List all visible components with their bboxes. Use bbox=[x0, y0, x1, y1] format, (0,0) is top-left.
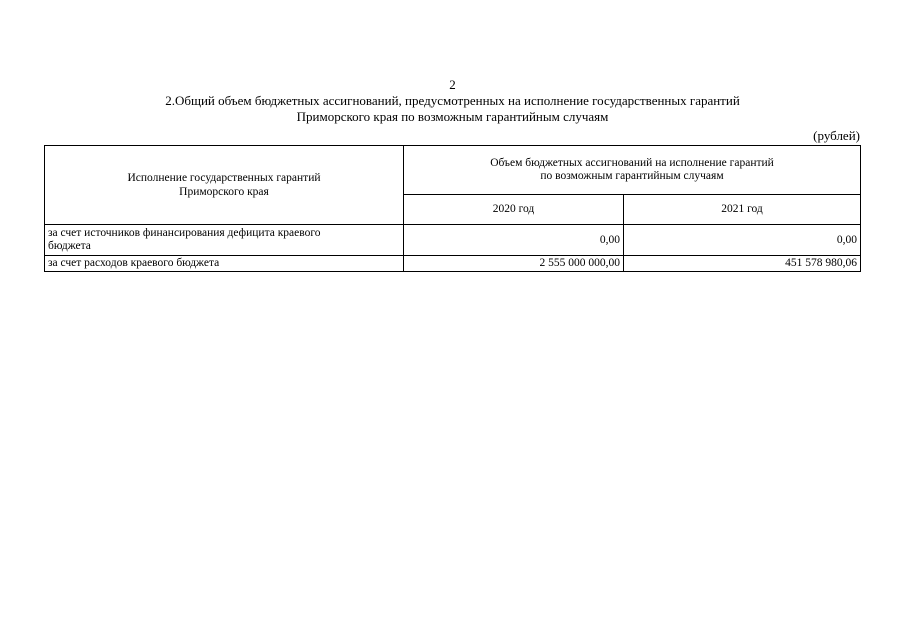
value-2021: 0,00 bbox=[624, 225, 861, 256]
header-allocations-line-1: Объем бюджетных ассигнований на исполнение гарантий bbox=[490, 156, 774, 169]
title-line-1: 2.Общий объем бюджетных ассигнований, предусмотренных на исполнение государственных гарантий bbox=[165, 93, 740, 108]
value-2020: 0,00 bbox=[404, 225, 624, 256]
value-2020: 2 555 000 000,00 bbox=[404, 256, 624, 272]
header-guarantees-line-2: Приморского края bbox=[179, 186, 269, 198]
budget-table bbox=[44, 145, 861, 272]
value-2021: 451 578 980,06 bbox=[624, 256, 861, 272]
header-guarantees-line-1: Исполнение государственных гарантий bbox=[127, 172, 321, 184]
row-label-budget-expenses: за счет расходов краевого бюджета bbox=[45, 256, 404, 272]
header-allocations-line-2: по возможным гарантийным случаям bbox=[540, 169, 724, 182]
unit-label: (рублей) bbox=[813, 128, 860, 143]
page-number: 2 bbox=[449, 77, 456, 92]
title-line-2: Приморского края по возможным гарантийным случаям bbox=[296, 109, 609, 124]
header-year-2021: 2021 год bbox=[624, 194, 861, 225]
header-allocations bbox=[404, 146, 861, 195]
row-label-line-2: бюджета bbox=[48, 240, 91, 252]
header-guarantees bbox=[45, 146, 404, 225]
table-row bbox=[45, 225, 861, 256]
document-title bbox=[60, 93, 845, 125]
header-year-2020: 2020 год bbox=[404, 194, 624, 225]
table-row bbox=[45, 256, 861, 272]
row-label-deficit-sources bbox=[45, 225, 404, 256]
row-label-line-1: за счет источников финансирования дефицита краевого bbox=[48, 227, 321, 239]
table-header-row bbox=[45, 146, 861, 195]
